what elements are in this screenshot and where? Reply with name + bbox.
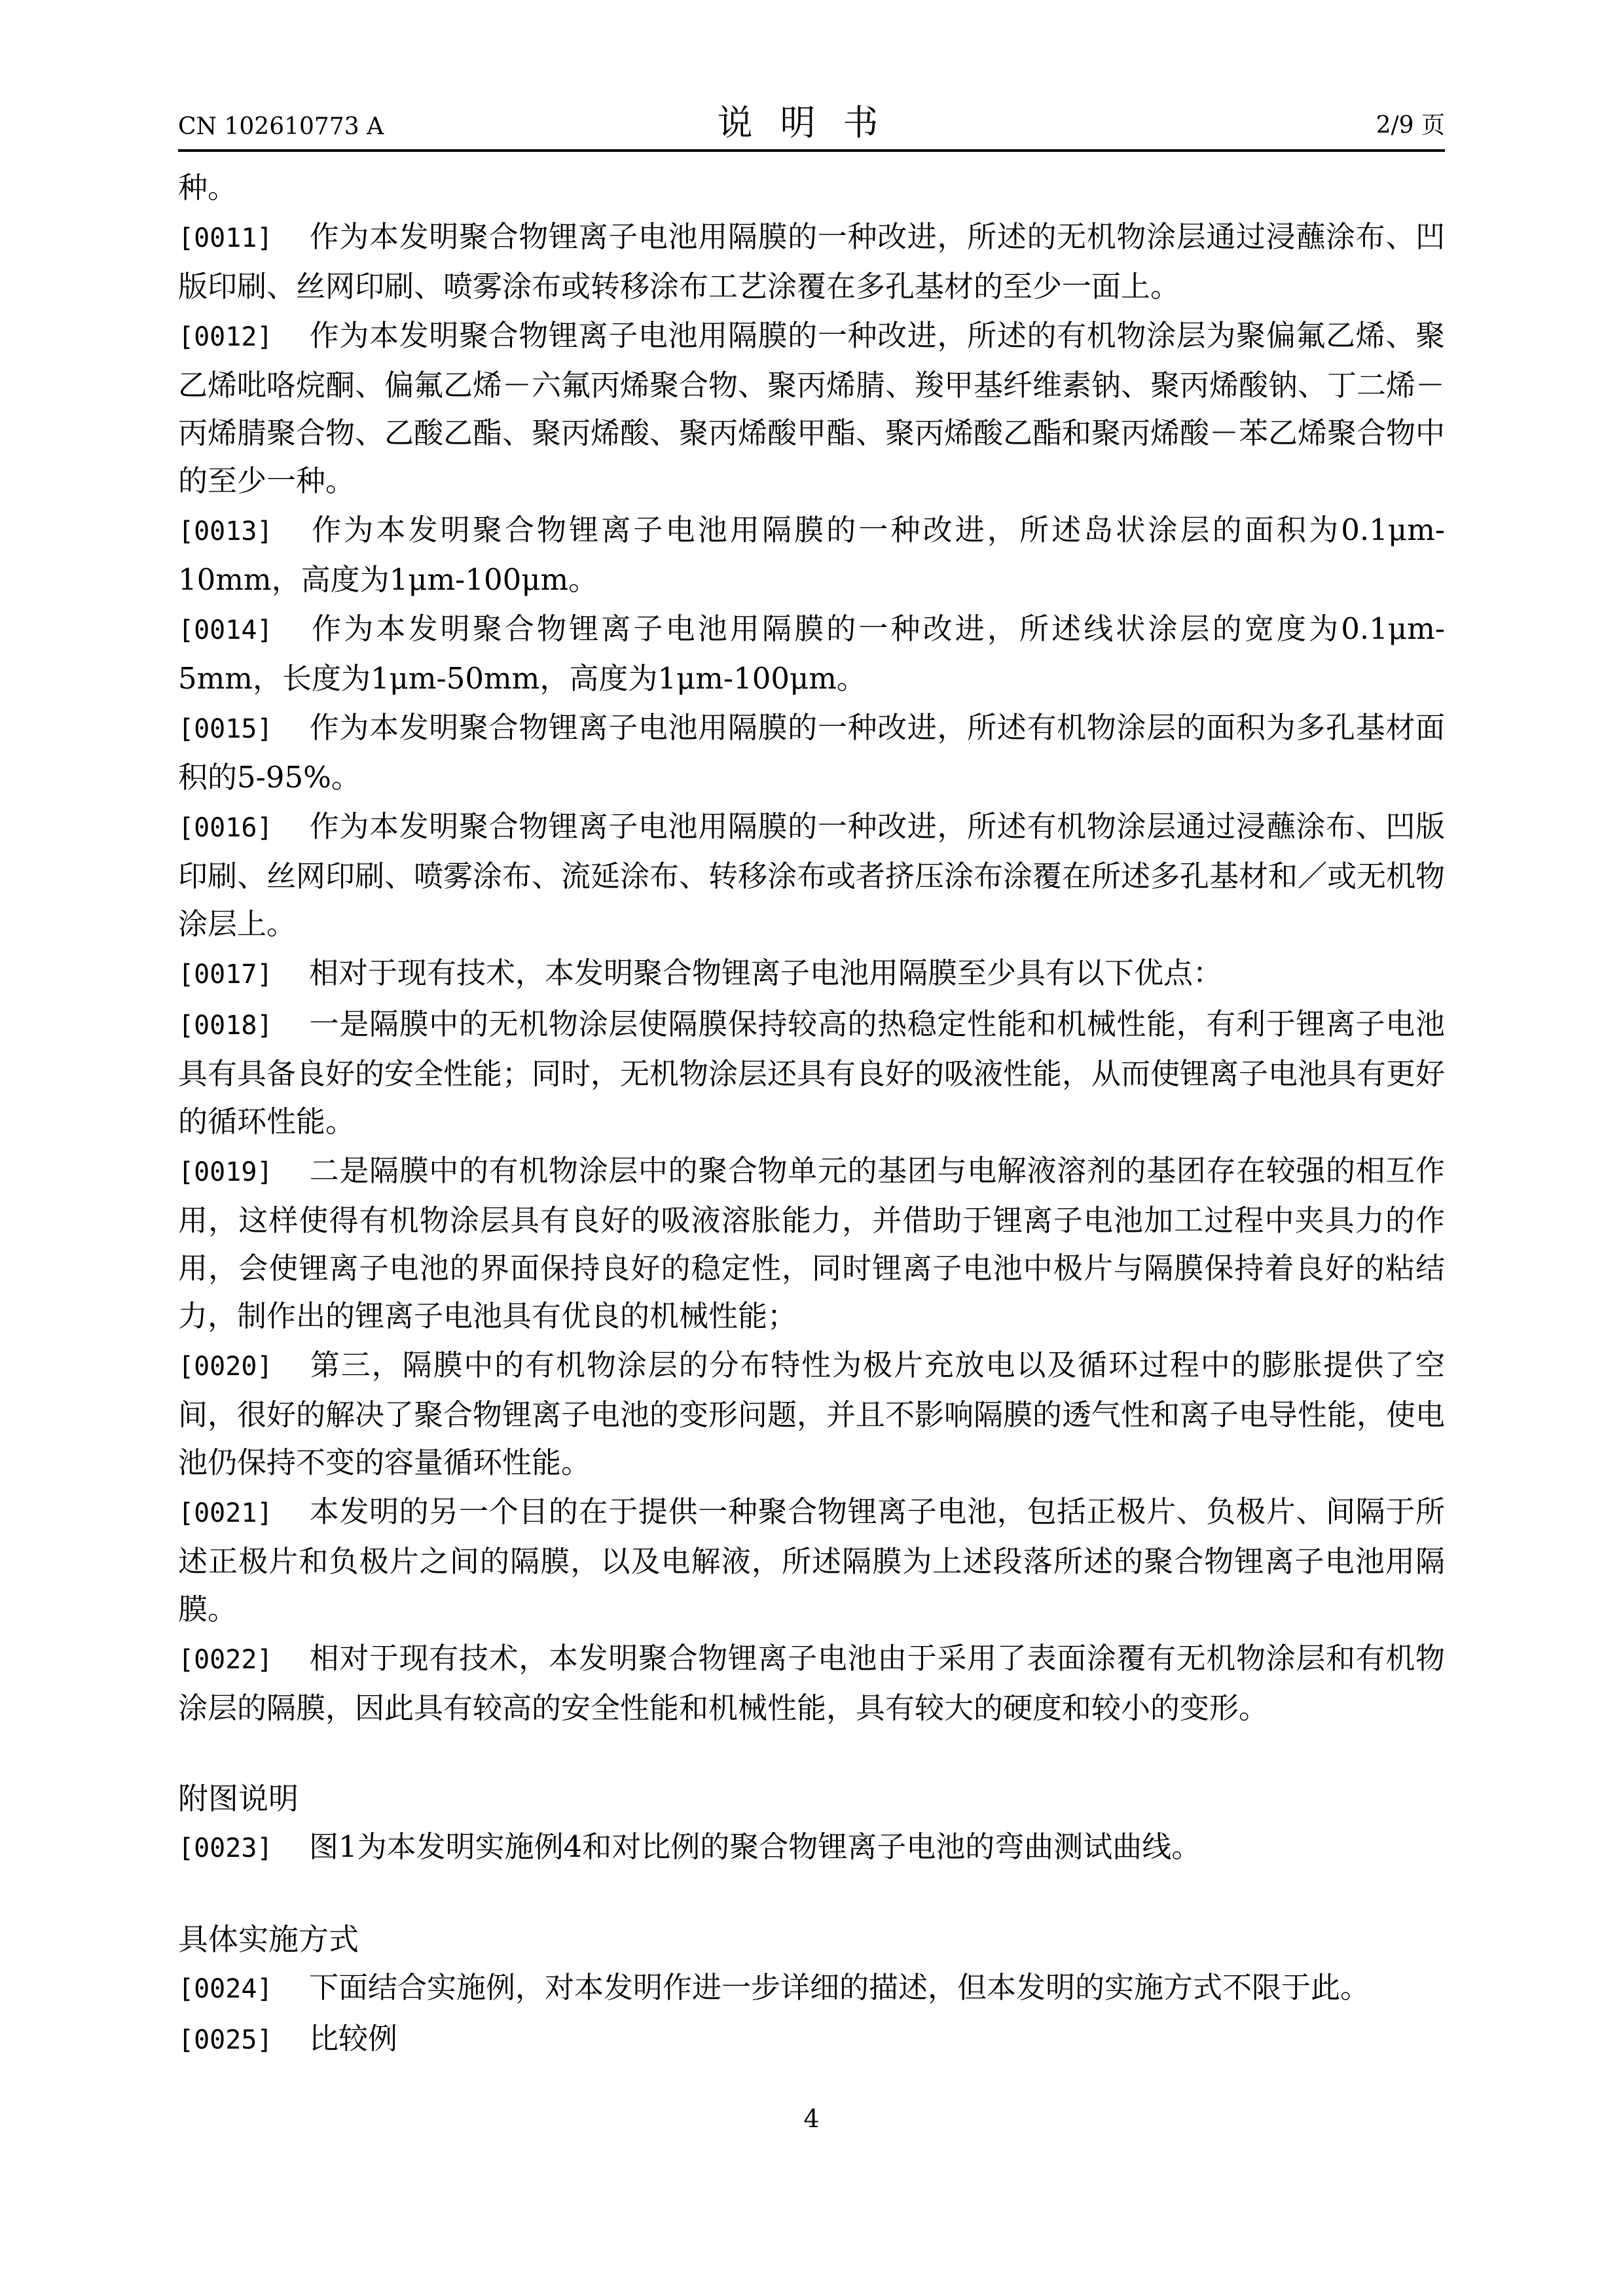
paragraph xyxy=(178,605,1445,702)
paragraph-text: 作为本发明聚合物锂离子电池用隔膜的一种改进，所述的有机物涂层为聚偏氟乙烯、聚乙烯吡咯烷酮、偏氟乙烯－六氟丙烯聚合物、聚丙烯腈、羧甲基纤维素钠、聚丙烯酸钠、丁二烯－丙烯腈聚合物、乙酸乙酯、聚丙烯酸、聚丙烯酸甲酯、聚丙烯酸乙酯和聚丙烯酸－苯乙烯聚合物中的至少一种。 xyxy=(178,318,1446,498)
paragraph-text: 作为本发明聚合物锂离子电池用隔膜的一种改进，所述线状涂层的宽度为0.1μm-5mm，长度为1μm-50mm，高度为1μm-100μm。 xyxy=(178,611,1445,696)
paragraph-number: [0019] xyxy=(178,1157,273,1187)
paragraph xyxy=(178,1964,1445,2013)
paragraph-number: [0012] xyxy=(178,322,273,352)
paragraph-number: [0018] xyxy=(178,1011,273,1041)
paragraph xyxy=(178,1147,1445,1340)
paragraph-number: [0015] xyxy=(178,714,273,744)
paragraph-text: 图1为本发明实施例4和对比例的聚合物锂离子电池的弯曲测试曲线。 xyxy=(309,1829,1201,1864)
paragraph-text: 本发明的另一个目的在于提供一种聚合物锂离子电池，包括正极片、负极片、间隔于所述正极片和负极片之间的隔膜，以及电解液，所述隔膜为上述段落所述的聚合物锂离子电池用隔膜。 xyxy=(178,1494,1445,1626)
paragraph-number: [0023] xyxy=(178,1833,273,1863)
paragraph xyxy=(178,949,1445,999)
paragraph xyxy=(178,506,1445,603)
paragraph-text: 第三，隔膜中的有机物涂层的分布特性为极片充放电以及循环过程中的膨胀提供了空间，很好的解决了聚合物锂离子电池的变形问题，并且不影响隔膜的透气性和离子电导性能，使电池仍保持不变的容量循环性能。 xyxy=(178,1348,1446,1480)
paragraph-text: 下面结合实施例，对本发明作进一步详细的描述，但本发明的实施方式不限于此。 xyxy=(309,1970,1370,2005)
embodiments-paragraphs xyxy=(178,1964,1445,2064)
paragraph-text: 一是隔膜中的无机物涂层使隔膜保持较高的热稳定性能和机械性能，有利于锂离子电池具有具备良好的安全性能；同时，无机物涂层还具有良好的吸液性能，从而使锂离子电池具有更好的循环性能。 xyxy=(178,1007,1446,1139)
paragraph-text: 作为本发明聚合物锂离子电池用隔膜的一种改进，所述的无机物涂层通过浸蘸涂布、凹版印刷、丝网印刷、喷雾涂布或转移涂布工艺涂覆在多孔基材的至少一面上。 xyxy=(178,219,1445,304)
paragraph-number: [0025] xyxy=(178,2025,273,2055)
paragraph-text: 相对于现有技术，本发明聚合物锂离子电池由于采用了表面涂覆有无机物涂层和有机物涂层的隔膜，因此具有较高的安全性能和机械性能，具有较大的硬度和较小的变形。 xyxy=(178,1641,1445,1725)
paragraph-number: [0014] xyxy=(178,615,273,645)
paragraph-number: [0021] xyxy=(178,1498,273,1528)
paragraph-text: 作为本发明聚合物锂离子电池用隔膜的一种改进，所述有机物涂层的面积为多孔基材面积的5-95%。 xyxy=(178,710,1445,795)
document-title: 说明书 xyxy=(717,102,906,143)
paragraph-number: [0013] xyxy=(178,516,273,547)
paragraph xyxy=(178,2015,1445,2064)
paragraph xyxy=(178,1000,1445,1145)
paragraph xyxy=(178,1634,1445,1732)
paragraph-number: [0016] xyxy=(178,813,273,843)
paragraph-text: 二是隔膜中的有机物涂层中的聚合物单元的基团与电解液溶剂的基团存在较强的相互作用，这样使得有机物涂层具有良好的吸液溶胀能力，并借助于锂离子电池加工过程中夹具力的作用，会使锂离子电池的界面保持良好的稳定性，同时锂离子电池中极片与隔膜保持着良好的粘结力，制作出的锂离子电池具有优良的机械性能； xyxy=(178,1153,1445,1333)
paragraph xyxy=(178,1488,1445,1633)
paragraph-text: 作为本发明聚合物锂离子电池用隔膜的一种改进，所述岛状涂层的面积为0.1μm-10mm，高度为1μm-100μm。 xyxy=(178,512,1445,597)
paragraph-text: 作为本发明聚合物锂离子电池用隔膜的一种改进，所述有机物涂层通过浸蘸涂布、凹版印刷、丝网印刷、喷雾涂布、流延涂布、转移涂布或者挤压涂布涂覆在所述多孔基材和／或无机物涂层上。 xyxy=(178,809,1446,941)
section-gap xyxy=(178,1874,1445,1916)
page-number: 4 xyxy=(803,2104,820,2133)
section-heading-embodiments: 具体实施方式 xyxy=(178,1922,359,1957)
paragraph xyxy=(178,312,1445,505)
paragraph-number: [0022] xyxy=(178,1645,273,1675)
document-body xyxy=(178,164,1445,2066)
page-header xyxy=(178,98,1445,151)
section-gap xyxy=(178,1733,1445,1775)
page-info: 2/9 页 xyxy=(1376,112,1445,139)
header-rule xyxy=(178,149,1445,152)
paragraph-number: [0011] xyxy=(178,223,273,253)
paragraph xyxy=(178,213,1445,310)
paragraph xyxy=(178,704,1445,801)
paragraph xyxy=(178,1341,1445,1486)
section-heading-figures: 附图说明 xyxy=(178,1781,299,1816)
document-number: CN 102610773 A xyxy=(178,113,384,140)
intro-fragment: 种。 xyxy=(178,170,238,205)
paragraph-text: 比较例 xyxy=(309,2021,398,2056)
paragraph-number: [0017] xyxy=(178,960,273,990)
paragraph-text: 相对于现有技术，本发明聚合物锂离子电池用隔膜至少具有以下优点： xyxy=(309,956,1223,990)
paragraph-number: [0024] xyxy=(178,1974,273,2004)
paragraph-number: [0020] xyxy=(178,1352,273,1382)
figures-paragraphs xyxy=(178,1823,1445,1873)
main-paragraphs xyxy=(178,213,1445,1732)
paragraph xyxy=(178,1823,1445,1873)
paragraph xyxy=(178,802,1445,948)
